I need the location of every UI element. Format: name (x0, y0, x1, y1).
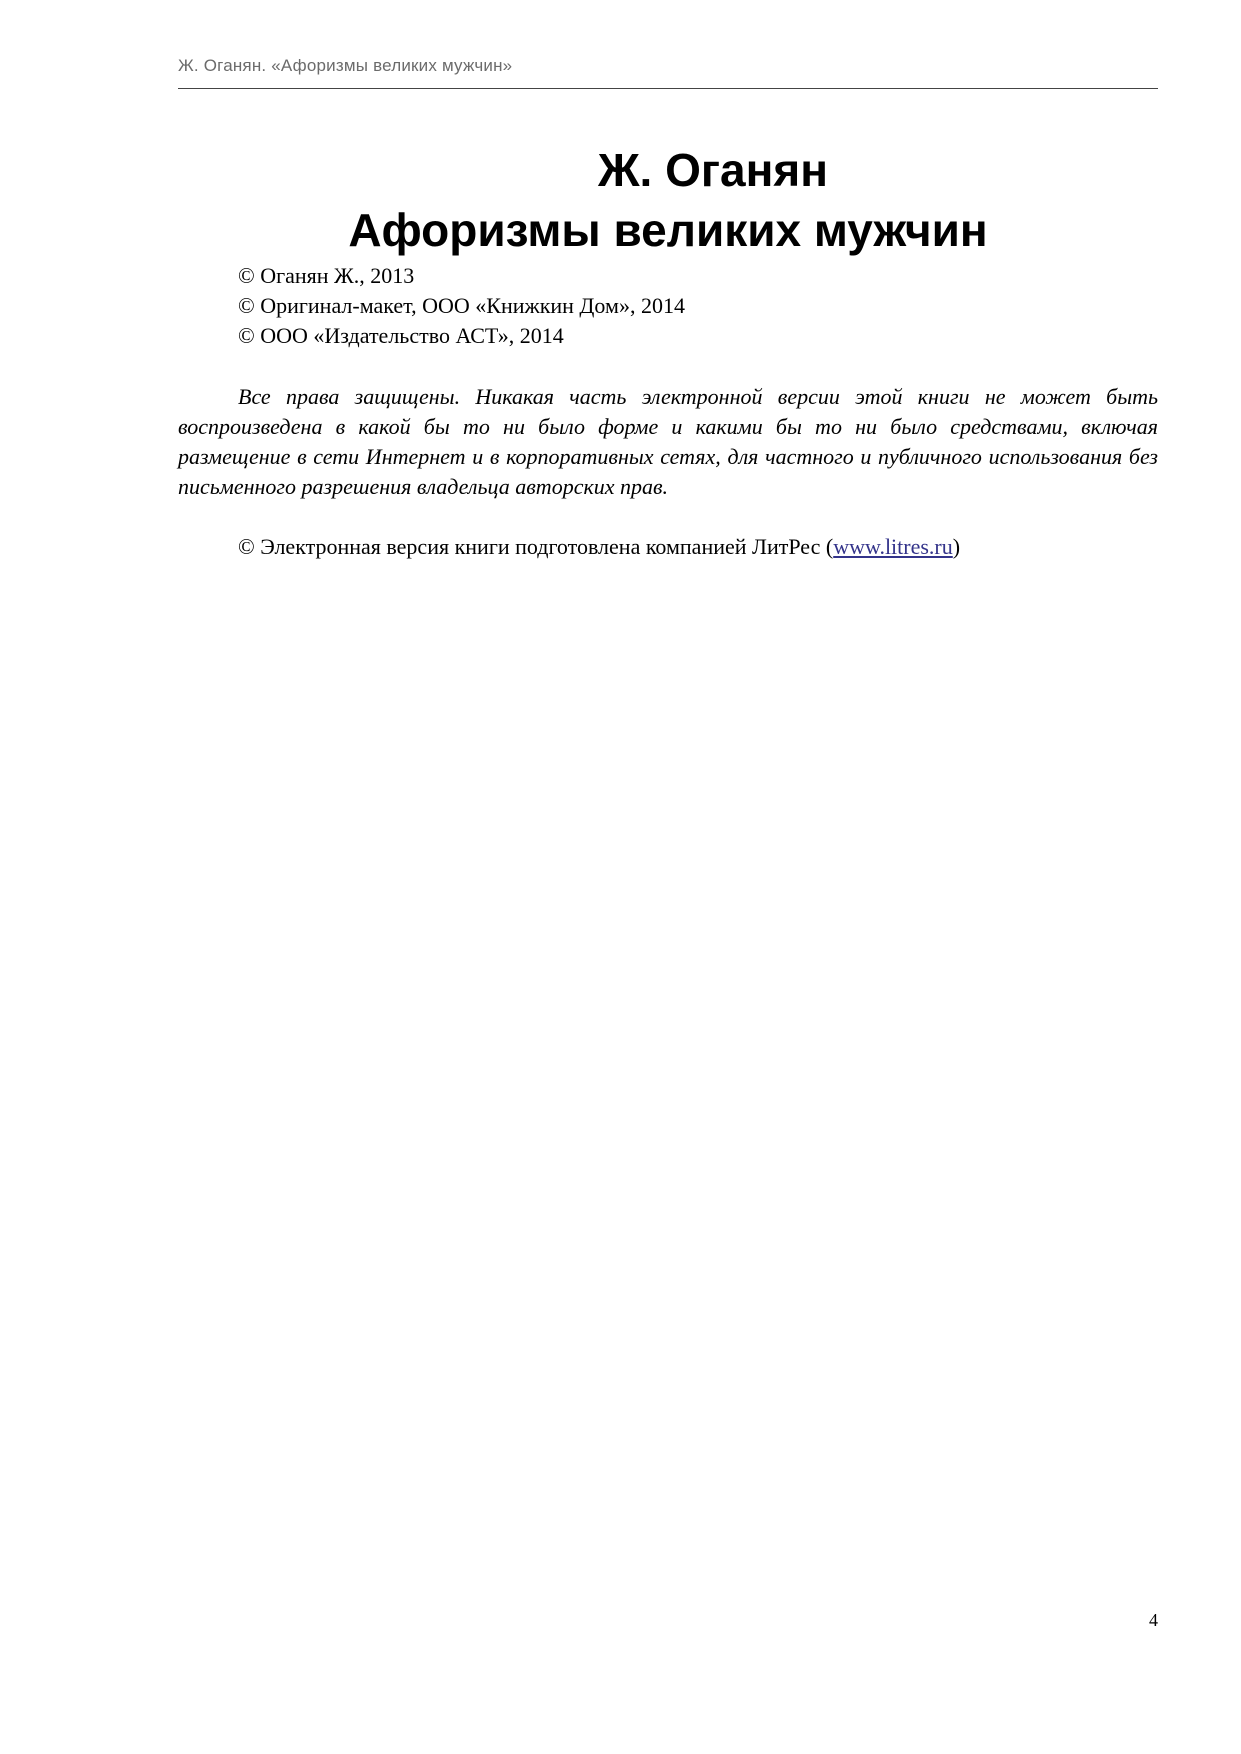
copyright-block (238, 261, 1158, 351)
litres-prefix: © Электронная версия книги подготовлена компанией ЛитРес ( (238, 534, 834, 559)
copyright-line-layout: © Оригинал-макет, ООО «Книжкин Дом», 2014 (238, 293, 685, 318)
copyright-line-publisher: © ООО «Издательство АСТ», 2014 (238, 323, 564, 348)
copyright-line-author: © Оганян Ж., 2013 (238, 263, 415, 288)
rights-notice: Все права защищены. Никакая часть электронной версии этой книги не может быть воспроизведена в какой бы то ни было форме и какими бы то ни было средствами, включая размещение в сети Интернет и в корпоративных сетях, для частного и публичного использования без письменного разрешения владельца авторских прав. (178, 384, 1158, 499)
author-name: Ж. Оганян (597, 144, 829, 196)
litres-link[interactable]: www.litres.ru (833, 534, 953, 559)
book-title: Афоризмы великих мужчин (348, 204, 988, 256)
header-divider (178, 88, 1158, 89)
title-block (178, 140, 1158, 260)
running-header: Ж. Оганян. «Афоризмы великих мужчин» (178, 56, 513, 75)
litres-notice (238, 532, 1158, 562)
litres-suffix: ) (952, 534, 961, 559)
page-number: 4 (1149, 1610, 1158, 1630)
